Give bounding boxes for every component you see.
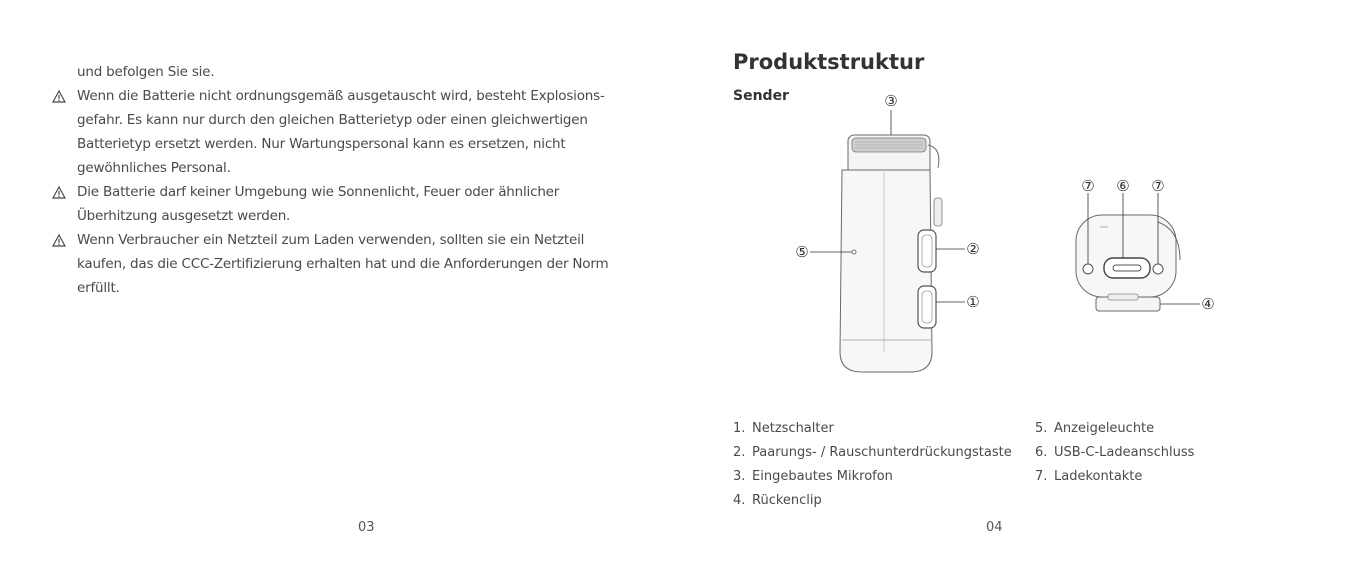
warning-3-line-1: Wenn Verbraucher ein Netzteil zum Laden verwenden, sollten sie ein Netzteil xyxy=(77,232,585,248)
list-item-label: Ladekontakte xyxy=(1054,469,1143,484)
list-item-label: Anzeigeleuchte xyxy=(1054,421,1155,436)
list-item-number: 5. xyxy=(1035,421,1048,436)
warning-1-line-1: Wenn die Batterie nicht ordnungsgemäß ausgetauscht wird, besteht Explosions- xyxy=(77,88,605,104)
list-item-number: 4. xyxy=(733,493,746,508)
page-number-right: 04 xyxy=(986,520,1003,535)
warning-2-line-2: Überhitzung ausgesetzt werden. xyxy=(77,208,291,224)
transmitter-front-view xyxy=(840,135,942,372)
page-number-left: 03 xyxy=(358,520,375,535)
callout-1: ① xyxy=(966,293,980,311)
warning-1-line-4: gewöhnliches Personal. xyxy=(77,160,231,176)
warning-icon xyxy=(52,90,66,103)
list-item xyxy=(733,421,834,436)
list-item-number: 2. xyxy=(733,445,746,460)
callout-5: ⑤ xyxy=(795,243,809,261)
warning-2-line-1: Die Batterie darf keiner Umgebung wie Sonnenlicht, Feuer oder ähnlicher xyxy=(77,184,560,200)
list-item-label: Eingebautes Mikrofon xyxy=(752,469,893,484)
list-item xyxy=(1035,421,1154,436)
warning-icon xyxy=(52,186,66,199)
list-item-number: 3. xyxy=(733,469,746,484)
warning-1-line-2: gefahr. Es kann nur durch den gleichen Batterietyp oder einen gleichwertigen xyxy=(77,112,588,128)
page-title: Produktstruktur xyxy=(733,50,925,74)
list-item-number: 7. xyxy=(1035,469,1048,484)
list-item xyxy=(1035,445,1194,460)
list-item xyxy=(733,445,1012,460)
callout-4: ④ xyxy=(1201,295,1215,313)
callout-6: ⑥ xyxy=(1116,177,1130,195)
list-item xyxy=(733,469,893,484)
warning-3-line-3: erfüllt. xyxy=(77,280,120,296)
list-item-label: USB-C-Ladeanschluss xyxy=(1054,445,1195,460)
callout-3: ③ xyxy=(884,92,898,110)
list-item-label: Rückenclip xyxy=(752,493,822,508)
warning-3-line-2: kaufen, das die CCC-Zertifizierung erhalten hat und die Anforderungen der Norm xyxy=(77,256,609,272)
transmitter-bottom-view xyxy=(1076,215,1180,311)
list-item xyxy=(733,493,822,508)
section-subtitle: Sender xyxy=(733,88,789,104)
callout-7-left: ⑦ xyxy=(1081,177,1095,195)
callout-2: ② xyxy=(966,240,980,258)
intro-line: und befolgen Sie sie. xyxy=(77,64,215,80)
left-page xyxy=(0,0,680,567)
product-diagram xyxy=(680,90,1240,390)
callout-7-right: ⑦ xyxy=(1151,177,1165,195)
list-item-label: Netzschalter xyxy=(752,421,834,436)
list-item-number: 6. xyxy=(1035,445,1048,460)
list-item xyxy=(1035,469,1142,484)
list-item-number: 1. xyxy=(733,421,746,436)
list-item-label: Paarungs- / Rauschunterdrückungstaste xyxy=(752,445,1012,460)
warning-icon xyxy=(52,234,66,247)
warning-1-line-3: Batterietyp ersetzt werden. Nur Wartungspersonal kann es ersetzen, nicht xyxy=(77,136,566,152)
